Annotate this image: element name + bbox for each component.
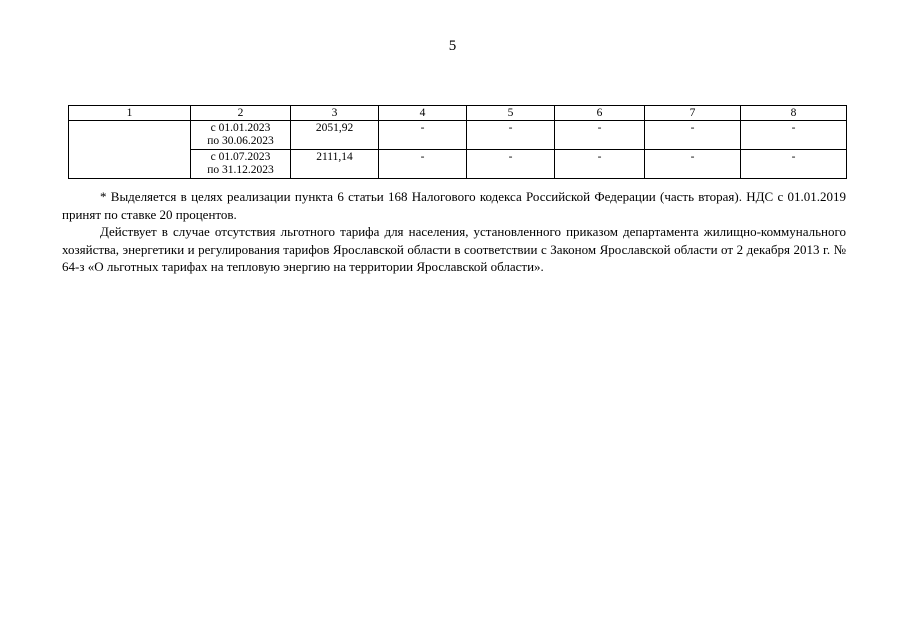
footnote-vat: * Выделяется в целях реализации пункта 6 статьи 168 Налогового кодекса Российской Федерации (часть вторая). НДС с 01.01.2019 принят по ставке 20 процентов. [62,189,846,222]
empty-value: - [467,150,555,179]
tariff-value: 2111,14 [291,150,379,179]
category-cell [69,121,191,179]
empty-value: - [379,150,467,179]
footnote-preferential-tariff: Действует в случае отсутствия льготного тарифа для населения, установленного приказом департамента жилищно-коммунального хозяйства, энергетики и регулирования тарифов Ярославской области в соответствии с Законом Ярославской области от 2 декабря 2013 г. № 64-з «О льготных тарифах на тепловую энергию на территории Ярославской области». [62,224,846,274]
period-cell [191,150,291,179]
column-header: 7 [645,106,741,121]
period-cell [191,121,291,150]
empty-value: - [379,121,467,150]
column-header: 2 [191,106,291,121]
table-row [69,121,847,150]
column-header: 3 [291,106,379,121]
empty-value: - [741,121,847,150]
page-number: 5 [448,38,457,54]
column-header: 4 [379,106,467,121]
period-to: по 30.06.2023 [207,135,274,147]
tariff-value: 2051,92 [291,121,379,150]
empty-value: - [555,150,645,179]
column-header: 8 [741,106,847,121]
column-header: 6 [555,106,645,121]
column-header: 5 [467,106,555,121]
tariff-table [68,105,847,179]
empty-value: - [467,121,555,150]
period-from: с 01.01.2023 [210,122,271,134]
table-header-row [69,106,847,121]
footnotes [62,188,846,276]
empty-value: - [645,121,741,150]
period-to: по 31.12.2023 [207,164,274,176]
empty-value: - [741,150,847,179]
period-from: с 01.07.2023 [210,151,271,163]
column-header: 1 [69,106,191,121]
empty-value: - [645,150,741,179]
empty-value: - [555,121,645,150]
